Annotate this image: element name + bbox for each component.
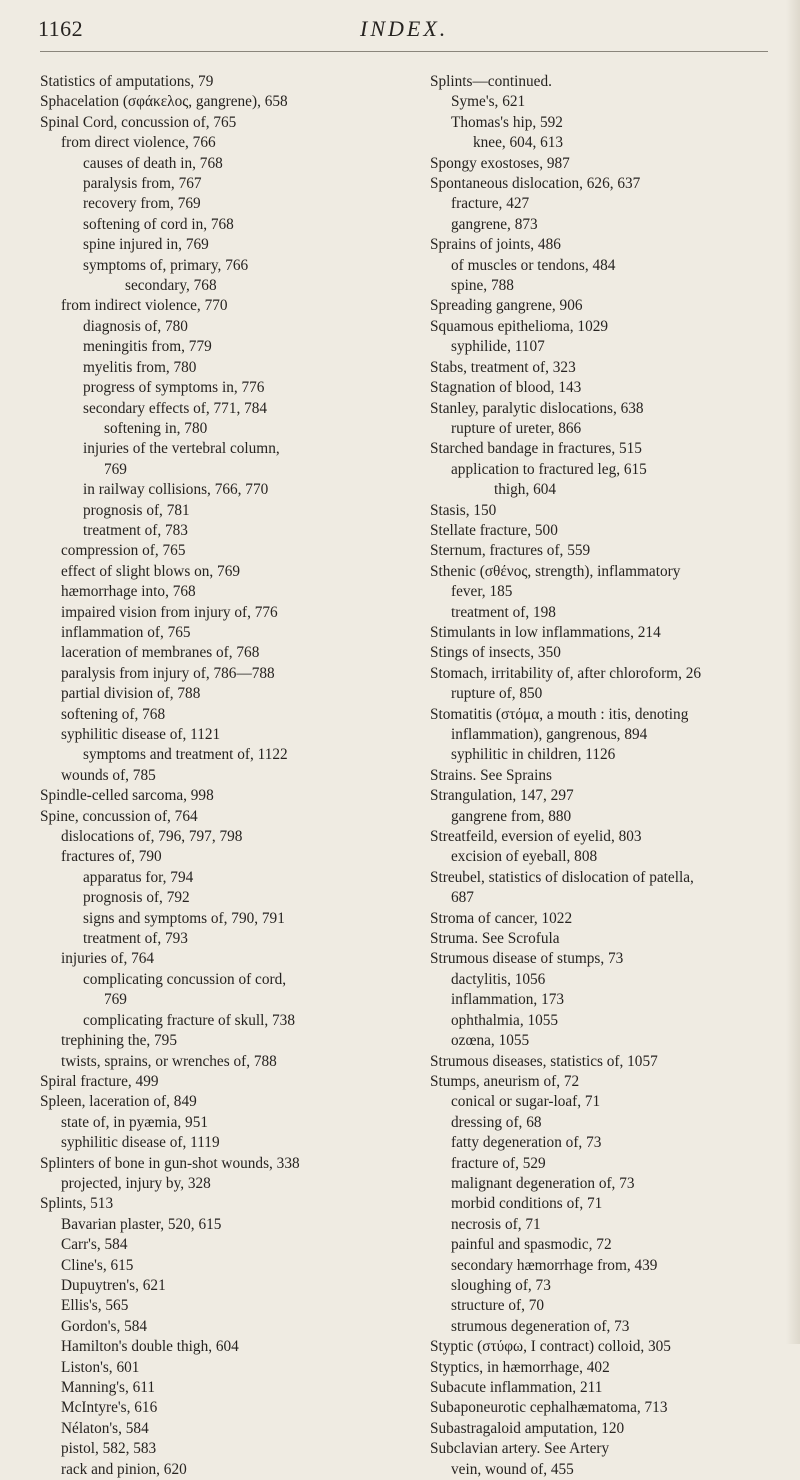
index-entry: fever, 185 (451, 583, 513, 601)
index-entry: Syme's, 621 (451, 93, 526, 111)
index-entry: Starched bandage in fractures, 515 (430, 440, 642, 458)
index-entry: Stabs, treatment of, 323 (430, 358, 576, 376)
index-entry: 769 (104, 991, 127, 1009)
index-entry: Stomach, irritability of, after chloroform, 26 (430, 664, 702, 682)
index-entry: sloughing of, 73 (451, 1276, 551, 1294)
index-entry: signs and symptoms of, 790, 791 (83, 909, 285, 927)
index-entry: Splints—continued. (430, 73, 552, 90)
index-entry: excision of eyeball, 808 (451, 848, 598, 866)
index-entry: ophthalmia, 1055 (451, 1011, 559, 1029)
index-entry: state of, in pyæmia, 951 (61, 1113, 209, 1131)
index-entry: impaired vision from injury of, 776 (61, 603, 278, 621)
index-entry: treatment of, 793 (83, 930, 188, 948)
index-entry: Spiral fracture, 499 (40, 1072, 159, 1090)
index-entry: malignant degeneration of, 73 (451, 1174, 635, 1192)
index-entry: injuries of, 764 (61, 950, 155, 968)
index-entry: Stellate fracture, 500 (430, 521, 558, 539)
index-entry: Spine, concussion of, 764 (40, 807, 198, 825)
index-entry: dressing of, 68 (451, 1113, 542, 1131)
index-entry: inflammation of, 765 (61, 623, 191, 641)
index-entry: inflammation), gangrenous, 894 (451, 726, 648, 743)
index-entry: Cline's, 615 (61, 1256, 134, 1274)
index-entry: dactylitis, 1056 (451, 970, 546, 988)
index-entry: in railway collisions, 766, 770 (83, 481, 269, 499)
index-entry: Bavarian plaster, 520, 615 (61, 1215, 222, 1233)
index-entry: prognosis of, 792 (83, 889, 190, 907)
index-entry: wounds of, 785 (61, 766, 156, 784)
index-entry: Sprains of joints, 486 (430, 236, 561, 254)
index-entry: Stings of insects, 350 (430, 644, 561, 662)
index-entry: Strangulation, 147, 297 (430, 787, 574, 805)
index-entry: myelitis from, 780 (83, 358, 197, 376)
index-entry: symptoms and treatment of, 1122 (83, 746, 288, 764)
index-entry: syphilitic disease of, 1121 (61, 726, 221, 743)
index-entry: application to fractured leg, 615 (451, 460, 647, 478)
index-entry: Stanley, paralytic dislocations, 638 (430, 399, 644, 417)
index-entry: structure of, 70 (451, 1297, 545, 1315)
index-entry: rupture of ureter, 866 (451, 419, 582, 437)
index-column-right (430, 72, 800, 1480)
index-entry: fractures of, 790 (61, 848, 162, 866)
index-entry: hæmorrhage into, 768 (61, 583, 196, 601)
index-entry: Strumous diseases, statistics of, 1057 (430, 1052, 658, 1070)
index-entry: rack and pinion, 620 (61, 1460, 187, 1478)
index-entry: knee, 604, 613 (473, 134, 564, 152)
index-entry: progress of symptoms in, 776 (83, 379, 265, 397)
index-entry: apparatus for, 794 (83, 868, 194, 886)
index-entry: Strumous disease of stumps, 73 (430, 950, 624, 968)
index-entry: secondary, 768 (125, 277, 217, 295)
index-entry: syphilide, 1107 (451, 338, 545, 356)
index-entry: Spleen, laceration of, 849 (40, 1093, 197, 1111)
index-entry: Streubel, statistics of dislocation of patella, (430, 868, 694, 886)
index-entry: diagnosis of, 780 (83, 317, 188, 335)
index-entry: Styptic (στύφω, I contract) colloid, 305 (430, 1338, 671, 1356)
index-entry: trephining the, 795 (61, 1032, 177, 1050)
index-entry: Sthenic (σθένος, strength), inflammatory (430, 562, 681, 580)
index-entry: secondary hæmorrhage from, 439 (451, 1256, 658, 1274)
index-entry: morbid conditions of, 71 (451, 1195, 603, 1213)
index-entry: dislocations of, 796, 797, 798 (61, 828, 243, 846)
page-number: 1162 (38, 16, 84, 41)
index-entry: softening of, 768 (61, 705, 166, 723)
index-entry: treatment of, 783 (83, 521, 188, 539)
index-entry: meningitis from, 779 (83, 338, 212, 356)
index-entry: compression of, 765 (61, 542, 186, 560)
index-entry: of muscles or tendons, 484 (451, 256, 616, 274)
index-entry: Squamous epithelioma, 1029 (430, 317, 609, 335)
index-entry: symptoms of, primary, 766 (83, 256, 249, 274)
page-title: INDEX. (360, 16, 449, 41)
index-entry: gangrene from, 880 (451, 807, 572, 825)
index-entry: Stroma of cancer, 1022 (430, 909, 573, 927)
index-entry: partial division of, 788 (61, 685, 201, 703)
index-entry: Sternum, fractures of, 559 (430, 542, 591, 560)
index-entry: strumous degeneration of, 73 (451, 1317, 630, 1335)
index-entry: Streatfeild, eversion of eyelid, 803 (430, 828, 642, 846)
index-entry: fracture of, 529 (451, 1154, 546, 1172)
index-entry: paralysis from, 767 (83, 175, 202, 193)
index-entry: thigh, 604 (494, 481, 557, 499)
index-entry: from indirect violence, 770 (61, 297, 228, 315)
index-entry: Statistics of amputations, 79 (40, 73, 214, 90)
index-entry: recovery from, 769 (83, 195, 201, 213)
index-entry: Sphacelation (σφάκελος, gangrene), 658 (40, 93, 288, 111)
index-entry: spine, 788 (451, 277, 514, 295)
index-column-left (40, 72, 422, 1480)
index-entry: Ellis's, 565 (61, 1297, 129, 1315)
index-entry: Spindle-celled sarcoma, 998 (40, 787, 214, 805)
index-entry: vein, wound of, 455 (451, 1460, 574, 1478)
index-entry: from direct violence, 766 (61, 134, 216, 152)
index-entry: treatment of, 198 (451, 603, 556, 621)
index-entry: Stimulants in low inflammations, 214 (430, 623, 661, 641)
index-entry: paralysis from injury of, 786—788 (61, 664, 275, 682)
index-entry: ozœna, 1055 (451, 1032, 530, 1050)
index-entry: Dupuytren's, 621 (61, 1276, 166, 1294)
index-entry: Liston's, 601 (61, 1358, 140, 1376)
index-entry: Subaponeurotic cephalhæmatoma, 713 (430, 1399, 668, 1417)
index-entry: effect of slight blows on, 769 (61, 562, 241, 580)
index-entry: rupture of, 850 (451, 685, 543, 703)
index-entry: injuries of the vertebral column, (83, 440, 280, 458)
index-entry: Manning's, 611 (61, 1379, 155, 1396)
index-entry: secondary effects of, 771, 784 (83, 399, 268, 417)
index-entry: Stasis, 150 (430, 501, 497, 519)
index-entry: Strains. See Sprains (430, 766, 552, 784)
index-entry: Styptics, in hæmorrhage, 402 (430, 1358, 610, 1376)
index-entry: Stomatitis (στόμα, a mouth : itis, denoting (430, 705, 689, 723)
index-entry: softening in, 780 (104, 419, 208, 437)
index-entry: Spongy exostoses, 987 (430, 154, 570, 172)
index-entry: painful and spasmodic, 72 (451, 1236, 612, 1254)
index-entry: Struma. See Scrofula (430, 930, 560, 948)
index-entry: Hamilton's double thigh, 604 (61, 1338, 239, 1356)
index-entry: gangrene, 873 (451, 215, 538, 233)
index-entry: fracture, 427 (451, 195, 530, 213)
index-entry: conical or sugar-loaf, 71 (451, 1093, 601, 1111)
index-entry: pistol, 582, 583 (61, 1440, 157, 1458)
index-entry: twists, sprains, or wrenches of, 788 (61, 1052, 277, 1070)
index-entry: necrosis of, 71 (451, 1215, 541, 1233)
index-entry: Stumps, aneurism of, 72 (430, 1072, 580, 1090)
header-rule (40, 51, 768, 52)
index-entry: spine injured in, 769 (83, 236, 209, 254)
index-entry: causes of death in, 768 (83, 154, 223, 172)
index-entry: Stagnation of blood, 143 (430, 379, 582, 397)
index-entry: projected, injury by, 328 (61, 1174, 211, 1192)
index-entry: Subclavian artery. See Artery (430, 1440, 610, 1458)
index-entry: Spinal Cord, concussion of, 765 (40, 113, 237, 131)
index-entry: Subastragaloid amputation, 120 (430, 1419, 625, 1437)
index-entry: Splints, 513 (40, 1195, 114, 1213)
index-entry: fatty degeneration of, 73 (451, 1134, 602, 1152)
index-entry: Spontaneous dislocation, 626, 637 (430, 175, 641, 193)
index-entry: syphilitic disease of, 1119 (61, 1134, 220, 1152)
index-entry: Carr's, 584 (61, 1236, 128, 1254)
index-entry: complicating fracture of skull, 738 (83, 1011, 295, 1029)
index-entry: Subacute inflammation, 211 (430, 1379, 603, 1396)
index-entry: complicating concussion of cord, (83, 970, 287, 988)
index-entry: laceration of membranes of, 768 (61, 644, 260, 662)
index-entry: inflammation, 173 (451, 991, 565, 1009)
index-entry: prognosis of, 781 (83, 501, 190, 519)
index-entry: 687 (451, 889, 474, 907)
index-entry: Nélaton's, 584 (61, 1419, 149, 1437)
index-entry: syphilitic in children, 1126 (451, 746, 616, 764)
index-entry: Spreading gangrene, 906 (430, 297, 583, 315)
index-entry: McIntyre's, 616 (61, 1399, 158, 1417)
index-entry: Gordon's, 584 (61, 1317, 148, 1335)
index-entry: Thomas's hip, 592 (451, 113, 563, 131)
index-entry: softening of cord in, 768 (83, 215, 234, 233)
index-entry: 769 (104, 460, 127, 478)
index-entry: Splinters of bone in gun-shot wounds, 338 (40, 1154, 300, 1172)
